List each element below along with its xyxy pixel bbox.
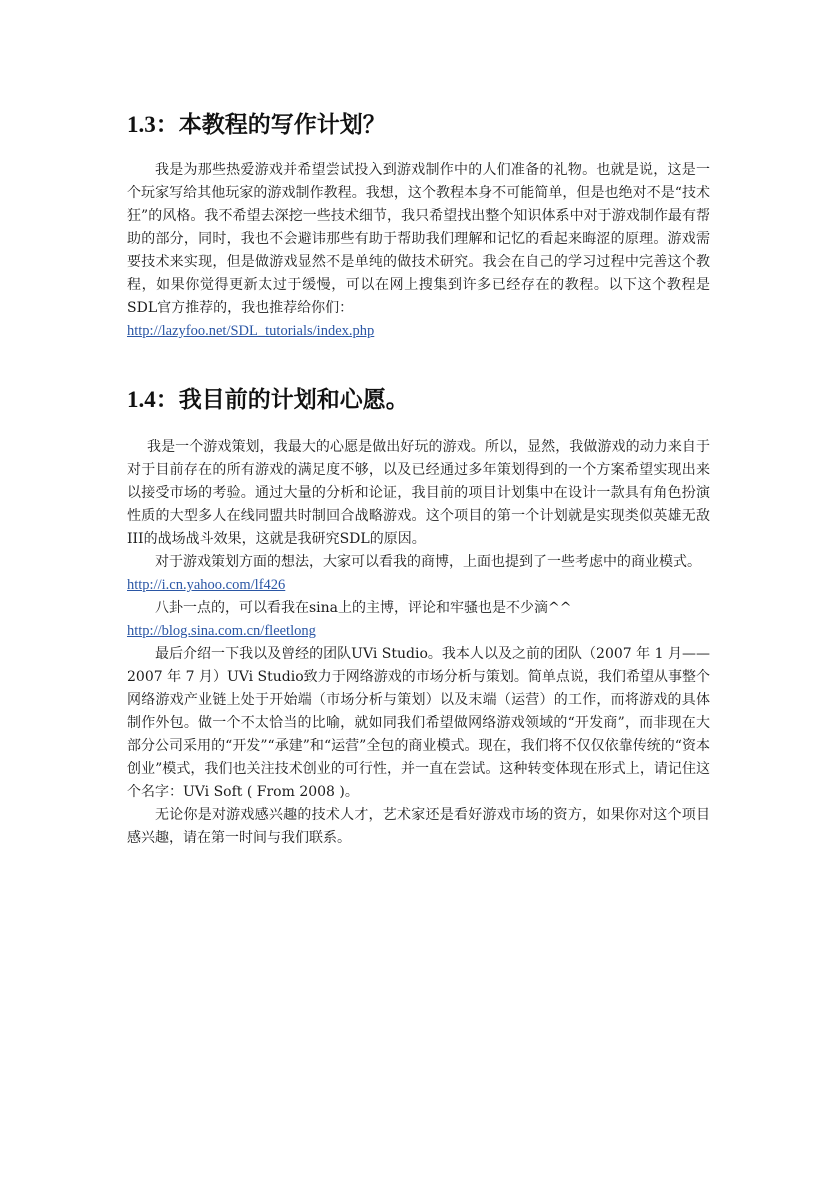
section-heading-1-4: 1.4：我目前的计划和心愿。 bbox=[127, 387, 409, 412]
section-1-4-paragraph-1: 我是一个游戏策划，我最大的心愿是做出好玩的游戏。所以，显然，我做游戏的动力来自于对于目前存在的所有游戏的满足度不够，以及已经通过多年策划得到的一个方案希望实现出来以接受市场的考验。通过大量的分析和论证，我目前的项目计划集中在设计一款具有角色扮演性质的大型多人在线同盟共时制回合战略游戏。这个项目的第一个计划就是实现类似英雄无敌III的战场战斗效果，这就是我研究SDL的原因。 bbox=[127, 439, 710, 547]
section-1-4-body bbox=[127, 436, 710, 850]
section-1-4-paragraph-3: 八卦一点的，可以看我在sina上的主博，评论和牢骚也是不少滴^^ bbox=[155, 600, 572, 616]
section-1-3-body bbox=[127, 159, 710, 343]
section-1-4-paragraph-5: 无论你是对游戏感兴趣的技术人才，艺术家还是看好游戏市场的资方，如果你对这个项目感兴趣，请在第一时间与我们联系。 bbox=[127, 807, 710, 846]
section-1-4-paragraph-4: 最后介绍一下我以及曾经的团队UVi Studio。我本人以及之前的团队（2007 年 1 月——2007 年 7 月）UVi Studio致力于网络游戏的市场分析与策划。简单点说，我们希望从事整个网络游戏产业链上处于开始端（市场分析与策划）以及末端（运营）的工作，而将游戏的具体制作外包。做一个不太恰当的比喻，就如同我们希望做网络游戏领域的“开发商”，而非现在大部分公司采用的“开发”“承建”和“运营”全包的商业模式。现在，我们将不仅仅依靠传统的“资本创业”模式，我们也关注技术创业的可行性，并一直在尝试。这种转变体现在形式上，请记住这个名字：UVi Soft ( From 2008 )。 bbox=[127, 646, 710, 800]
section-1-3-paragraph: 我是为那些热爱游戏并希望尝试投入到游戏制作中的人们准备的礼物。也就是说，这是一个玩家写给其他玩家的游戏制作教程。我想，这个教程本身不可能简单，但是也绝对不是“技术狂”的风格。我不希望去深挖一些技术细节，我只希望找出整个知识体系中对于游戏制作最有帮助的部分，同时，我也不会避讳那些有助于帮助我们理解和记忆的看起来晦涩的原理。游戏需要技术来实现，但是做游戏显然不是单纯的做技术研究。我会在自己的学习过程中完善这个教程，如果你觉得更新太过于缓慢，可以在网上搜集到许多已经存在的教程。以下这个教程是SDL官方推荐的，我也推荐给你们： bbox=[127, 162, 710, 316]
section-heading-1-3: 1.3：本教程的写作计划？ bbox=[127, 112, 386, 137]
lazyfoo-tutorial-link[interactable]: http://lazyfoo.net/SDL_tutorials/index.php bbox=[127, 323, 375, 339]
sina-blog-link[interactable]: http://blog.sina.com.cn/fleetlong bbox=[127, 623, 316, 639]
section-1-4-paragraph-2: 对于游戏策划方面的想法，大家可以看我的商博，上面也提到了一些考虑中的商业模式。 bbox=[155, 554, 701, 570]
yahoo-blog-link[interactable]: http://i.cn.yahoo.com/lf426 bbox=[127, 577, 286, 593]
